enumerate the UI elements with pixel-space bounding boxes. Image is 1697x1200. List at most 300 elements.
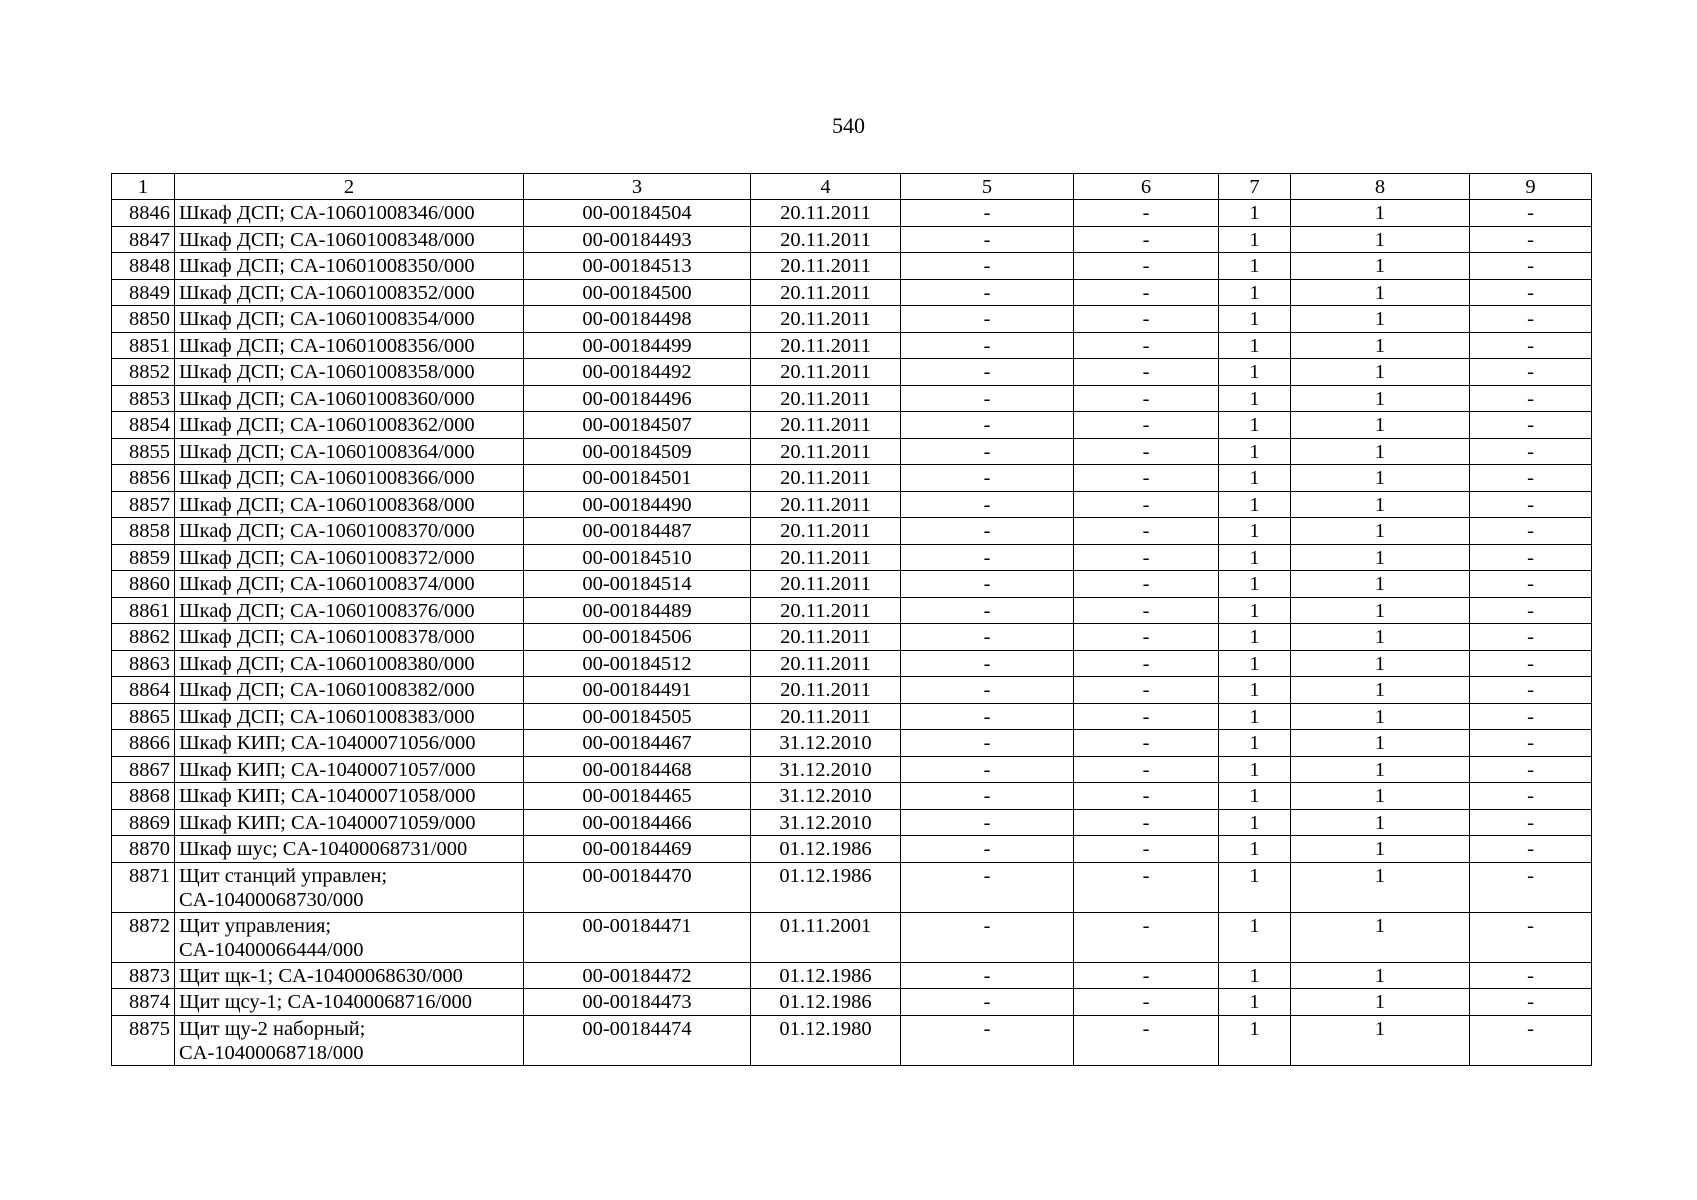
item-name-cell: [175, 359, 524, 386]
item-name-line: Шкаф ДСП; CA-10601008356/000: [179, 334, 475, 357]
table-row: [112, 836, 1592, 863]
item-name-line: Шкаф ДСП; CA-10601008374/000: [179, 573, 475, 595]
inventory-code-cell: 00-00184474: [524, 1015, 751, 1065]
column-5-cell: -: [901, 279, 1074, 306]
date-cell: 20.11.2011: [751, 306, 901, 333]
item-name-cell: [175, 862, 524, 912]
date-cell: 31.12.2010: [751, 756, 901, 783]
row-number-cell: 8868: [112, 783, 175, 810]
inventory-code-cell: 00-00184466: [524, 809, 751, 836]
date-cell: 20.11.2011: [751, 253, 901, 280]
row-number-cell: 8848: [112, 253, 175, 280]
column-9-cell: -: [1470, 412, 1592, 439]
column-9-cell: -: [1470, 465, 1592, 492]
item-name-cell: [175, 809, 524, 836]
column-9-cell: -: [1470, 491, 1592, 518]
row-number-cell: 8872: [112, 912, 175, 962]
column-9-cell: -: [1470, 518, 1592, 545]
table-row: [112, 253, 1592, 280]
column-9-cell: -: [1470, 650, 1592, 677]
column-5-cell: -: [901, 809, 1074, 836]
column-6-cell: -: [1074, 912, 1219, 962]
item-name-cell: [175, 544, 524, 571]
table-row: [112, 465, 1592, 492]
column-5-cell: -: [901, 597, 1074, 624]
column-header: 9: [1470, 174, 1592, 200]
column-header: 2: [175, 174, 524, 200]
column-8-cell: 1: [1291, 809, 1470, 836]
column-9-cell: -: [1470, 862, 1592, 912]
table-row: [112, 332, 1592, 359]
column-7-cell: 1: [1219, 438, 1291, 465]
item-name-line: CA-10400066444/000: [179, 938, 364, 961]
date-cell: 20.11.2011: [751, 332, 901, 359]
item-name-cell: [175, 783, 524, 810]
column-9-cell: -: [1470, 359, 1592, 386]
column-8-cell: 1: [1291, 624, 1470, 651]
item-name-line: Щит щсу-1; CA-10400068716/000: [179, 991, 472, 1013]
item-name-line: CA-10400068730/000: [179, 888, 364, 911]
inventory-code-cell: 00-00184505: [524, 703, 751, 730]
item-name-line: Шкаф КИП; CA-10400071059/000: [179, 811, 476, 834]
column-6-cell: -: [1074, 253, 1219, 280]
item-name-line: Шкаф ДСП; CA-10601008372/000: [179, 546, 475, 569]
item-name-line: Шкаф ДСП; CA-10601008352/000: [179, 281, 475, 304]
inventory-code-cell: 00-00184500: [524, 279, 751, 306]
date-cell: 20.11.2011: [751, 491, 901, 518]
row-number-cell: 8857: [112, 491, 175, 518]
column-5-cell: -: [901, 226, 1074, 253]
table-row: [112, 412, 1592, 439]
inventory-code-cell: 00-00184509: [524, 438, 751, 465]
row-number-cell: 8873: [112, 962, 175, 989]
inventory-code-cell: 00-00184489: [524, 597, 751, 624]
date-cell: 01.12.1986: [751, 989, 901, 1016]
column-7-cell: 1: [1219, 491, 1291, 518]
item-name-line: Шкаф ДСП; CA-10601008364/000: [179, 440, 475, 463]
table-row: [112, 756, 1592, 783]
column-9-cell: -: [1470, 730, 1592, 757]
column-8-cell: 1: [1291, 306, 1470, 333]
inventory-code-cell: 00-00184472: [524, 962, 751, 989]
row-number-cell: 8850: [112, 306, 175, 333]
column-6-cell: -: [1074, 465, 1219, 492]
column-7-cell: 1: [1219, 989, 1291, 1016]
column-6-cell: -: [1074, 650, 1219, 677]
column-5-cell: -: [901, 359, 1074, 386]
inventory-code-cell: 00-00184492: [524, 359, 751, 386]
date-cell: 20.11.2011: [751, 412, 901, 439]
table-row: [112, 200, 1592, 227]
item-name-cell: [175, 677, 524, 704]
column-5-cell: -: [901, 730, 1074, 757]
item-name-cell: [175, 912, 524, 962]
item-name-line: Шкаф ДСП; CA-10601008382/000: [179, 679, 475, 701]
page-number: 540: [832, 113, 865, 138]
column-6-cell: -: [1074, 544, 1219, 571]
row-number-cell: 8865: [112, 703, 175, 730]
column-9-cell: -: [1470, 703, 1592, 730]
column-8-cell: 1: [1291, 756, 1470, 783]
row-number-cell: 8861: [112, 597, 175, 624]
date-cell: 20.11.2011: [751, 518, 901, 545]
column-6-cell: -: [1074, 809, 1219, 836]
table-row: [112, 306, 1592, 333]
item-name-cell: [175, 1015, 524, 1065]
item-name-cell: [175, 518, 524, 545]
table-row: [112, 518, 1592, 545]
table-row: [112, 703, 1592, 730]
date-cell: 20.11.2011: [751, 200, 901, 227]
date-cell: 20.11.2011: [751, 385, 901, 412]
table-row: [112, 650, 1592, 677]
column-7-cell: 1: [1219, 200, 1291, 227]
column-6-cell: -: [1074, 279, 1219, 306]
column-6-cell: -: [1074, 677, 1219, 704]
date-cell: 20.11.2011: [751, 226, 901, 253]
inventory-code-cell: 00-00184501: [524, 465, 751, 492]
column-9-cell: -: [1470, 989, 1592, 1016]
item-name-line: Щит щу-2 наборный;: [179, 1017, 366, 1040]
inventory-code-cell: 00-00184498: [524, 306, 751, 333]
table-row: [112, 544, 1592, 571]
column-9-cell: -: [1470, 836, 1592, 863]
inventory-code-cell: 00-00184470: [524, 862, 751, 912]
column-7-cell: 1: [1219, 597, 1291, 624]
column-8-cell: 1: [1291, 226, 1470, 253]
inventory-code-cell: 00-00184490: [524, 491, 751, 518]
column-9-cell: -: [1470, 962, 1592, 989]
column-8-cell: 1: [1291, 544, 1470, 571]
inventory-code-cell: 00-00184513: [524, 253, 751, 280]
date-cell: 31.12.2010: [751, 809, 901, 836]
column-8-cell: 1: [1291, 200, 1470, 227]
item-name-cell: [175, 200, 524, 227]
date-cell: 31.12.2010: [751, 783, 901, 810]
item-name-cell: [175, 703, 524, 730]
column-5-cell: -: [901, 989, 1074, 1016]
date-cell: 20.11.2011: [751, 703, 901, 730]
column-7-cell: 1: [1219, 279, 1291, 306]
column-5-cell: -: [901, 412, 1074, 439]
column-8-cell: 1: [1291, 438, 1470, 465]
column-9-cell: -: [1470, 253, 1592, 280]
column-header: 1: [112, 174, 175, 200]
table-row: [112, 597, 1592, 624]
table-row: [112, 438, 1592, 465]
item-name-cell: [175, 756, 524, 783]
column-8-cell: 1: [1291, 412, 1470, 439]
column-6-cell: -: [1074, 703, 1219, 730]
date-cell: 20.11.2011: [751, 650, 901, 677]
column-5-cell: -: [901, 703, 1074, 730]
column-8-cell: 1: [1291, 597, 1470, 624]
item-name-cell: [175, 465, 524, 492]
column-9-cell: -: [1470, 332, 1592, 359]
item-name-cell: [175, 624, 524, 651]
column-6-cell: -: [1074, 438, 1219, 465]
column-6-cell: -: [1074, 862, 1219, 912]
column-6-cell: -: [1074, 491, 1219, 518]
date-cell: 31.12.2010: [751, 730, 901, 757]
date-cell: 20.11.2011: [751, 597, 901, 624]
column-6-cell: -: [1074, 836, 1219, 863]
table-row: [112, 624, 1592, 651]
column-9-cell: -: [1470, 306, 1592, 333]
column-header: 3: [524, 174, 751, 200]
column-5-cell: -: [901, 836, 1074, 863]
item-name-line: Шкаф ДСП; CA-10601008366/000: [179, 467, 475, 489]
column-8-cell: 1: [1291, 332, 1470, 359]
inventory-code-cell: 00-00184506: [524, 624, 751, 651]
table-row: [112, 809, 1592, 836]
column-5-cell: -: [901, 332, 1074, 359]
column-8-cell: 1: [1291, 279, 1470, 306]
date-cell: 01.11.2001: [751, 912, 901, 962]
item-name-line: Щит управления;: [179, 914, 332, 937]
table-row: [112, 226, 1592, 253]
item-name-line: Шкаф ДСП; CA-10601008354/000: [179, 308, 475, 330]
inventory-code-cell: 00-00184469: [524, 836, 751, 863]
column-5-cell: -: [901, 200, 1074, 227]
date-cell: 20.11.2011: [751, 624, 901, 651]
column-9-cell: -: [1470, 809, 1592, 836]
inventory-code-cell: 00-00184499: [524, 332, 751, 359]
column-7-cell: 1: [1219, 332, 1291, 359]
column-6-cell: -: [1074, 200, 1219, 227]
column-5-cell: -: [901, 862, 1074, 912]
column-5-cell: -: [901, 253, 1074, 280]
column-6-cell: -: [1074, 518, 1219, 545]
inventory-code-cell: 00-00184510: [524, 544, 751, 571]
column-7-cell: 1: [1219, 1015, 1291, 1065]
item-name-cell: [175, 491, 524, 518]
column-8-cell: 1: [1291, 730, 1470, 757]
row-number-cell: 8855: [112, 438, 175, 465]
inventory-code-cell: 00-00184496: [524, 385, 751, 412]
item-name-cell: [175, 279, 524, 306]
table-row: [112, 912, 1592, 962]
item-name-line: Шкаф ДСП; CA-10601008350/000: [179, 255, 475, 277]
row-number-cell: 8854: [112, 412, 175, 439]
column-8-cell: 1: [1291, 1015, 1470, 1065]
inventory-code-cell: 00-00184465: [524, 783, 751, 810]
inventory-code-cell: 00-00184512: [524, 650, 751, 677]
column-9-cell: -: [1470, 624, 1592, 651]
row-number-cell: 8875: [112, 1015, 175, 1065]
column-8-cell: 1: [1291, 703, 1470, 730]
column-7-cell: 1: [1219, 912, 1291, 962]
table-row: [112, 677, 1592, 704]
table-row: [112, 989, 1592, 1016]
row-number-cell: 8856: [112, 465, 175, 492]
column-6-cell: -: [1074, 359, 1219, 386]
column-8-cell: 1: [1291, 253, 1470, 280]
inventory-code-cell: 00-00184487: [524, 518, 751, 545]
item-name-cell: [175, 962, 524, 989]
column-8-cell: 1: [1291, 359, 1470, 386]
item-name-cell: [175, 730, 524, 757]
inventory-code-cell: 00-00184507: [524, 412, 751, 439]
column-7-cell: 1: [1219, 624, 1291, 651]
table-row: [112, 385, 1592, 412]
item-name-line: Шкаф ДСП; CA-10601008360/000: [179, 387, 475, 410]
item-name-line: Шкаф ДСП; CA-10601008368/000: [179, 493, 475, 516]
column-7-cell: 1: [1219, 253, 1291, 280]
column-header: 6: [1074, 174, 1219, 200]
inventory-code-cell: 00-00184471: [524, 912, 751, 962]
item-name-line: Шкаф КИП; CA-10400071056/000: [179, 732, 476, 754]
column-7-cell: 1: [1219, 730, 1291, 757]
column-7-cell: 1: [1219, 862, 1291, 912]
row-number-cell: 8871: [112, 862, 175, 912]
item-name-line: Шкаф ДСП; CA-10601008378/000: [179, 626, 475, 648]
item-name-line: Шкаф КИП; CA-10400071058/000: [179, 785, 476, 807]
item-name-cell: [175, 253, 524, 280]
column-5-cell: -: [901, 624, 1074, 651]
row-number-cell: 8864: [112, 677, 175, 704]
row-number-cell: 8846: [112, 200, 175, 227]
column-9-cell: -: [1470, 597, 1592, 624]
row-number-cell: 8870: [112, 836, 175, 863]
inventory-code-cell: 00-00184514: [524, 571, 751, 598]
item-name-line: Шкаф ДСП; CA-10601008362/000: [179, 414, 475, 436]
row-number-cell: 8851: [112, 332, 175, 359]
column-header: 5: [901, 174, 1074, 200]
column-9-cell: -: [1470, 544, 1592, 571]
column-7-cell: 1: [1219, 544, 1291, 571]
date-cell: 01.12.1986: [751, 862, 901, 912]
row-number-cell: 8863: [112, 650, 175, 677]
column-7-cell: 1: [1219, 836, 1291, 863]
column-8-cell: 1: [1291, 862, 1470, 912]
column-9-cell: -: [1470, 677, 1592, 704]
column-6-cell: -: [1074, 962, 1219, 989]
column-5-cell: -: [901, 385, 1074, 412]
date-cell: 20.11.2011: [751, 438, 901, 465]
date-cell: 20.11.2011: [751, 279, 901, 306]
column-5-cell: -: [901, 650, 1074, 677]
item-name-cell: [175, 438, 524, 465]
column-8-cell: 1: [1291, 962, 1470, 989]
column-5-cell: -: [901, 783, 1074, 810]
column-7-cell: 1: [1219, 518, 1291, 545]
column-6-cell: -: [1074, 571, 1219, 598]
item-name-line: Шкаф ДСП; CA-10601008376/000: [179, 599, 475, 622]
column-6-cell: -: [1074, 730, 1219, 757]
item-name-cell: [175, 836, 524, 863]
item-name-line: Шкаф ДСП; CA-10601008348/000: [179, 228, 475, 251]
column-8-cell: 1: [1291, 571, 1470, 598]
item-name-line: Шкаф ДСП; CA-10601008358/000: [179, 361, 475, 383]
column-6-cell: -: [1074, 1015, 1219, 1065]
column-6-cell: -: [1074, 412, 1219, 439]
date-cell: 01.12.1986: [751, 836, 901, 863]
column-header: 4: [751, 174, 901, 200]
row-number-cell: 8866: [112, 730, 175, 757]
table-row: [112, 862, 1592, 912]
column-5-cell: -: [901, 438, 1074, 465]
column-6-cell: -: [1074, 989, 1219, 1016]
column-9-cell: -: [1470, 783, 1592, 810]
column-8-cell: 1: [1291, 385, 1470, 412]
table-row: [112, 783, 1592, 810]
row-number-cell: 8853: [112, 385, 175, 412]
column-header: 7: [1219, 174, 1291, 200]
column-5-cell: -: [901, 544, 1074, 571]
column-8-cell: 1: [1291, 491, 1470, 518]
inventory-table: [111, 173, 1592, 1066]
column-5-cell: -: [901, 518, 1074, 545]
column-7-cell: 1: [1219, 783, 1291, 810]
column-9-cell: -: [1470, 279, 1592, 306]
column-9-cell: -: [1470, 1015, 1592, 1065]
date-cell: 01.12.1980: [751, 1015, 901, 1065]
column-7-cell: 1: [1219, 703, 1291, 730]
column-6-cell: -: [1074, 624, 1219, 651]
column-8-cell: 1: [1291, 912, 1470, 962]
column-8-cell: 1: [1291, 518, 1470, 545]
date-cell: 20.11.2011: [751, 544, 901, 571]
column-5-cell: -: [901, 677, 1074, 704]
column-7-cell: 1: [1219, 571, 1291, 598]
column-8-cell: 1: [1291, 836, 1470, 863]
item-name-line: Шкаф ДСП; CA-10601008346/000: [179, 202, 475, 224]
column-5-cell: -: [901, 1015, 1074, 1065]
date-cell: 20.11.2011: [751, 571, 901, 598]
inventory-code-cell: 00-00184504: [524, 200, 751, 227]
item-name-line: Шкаф ДСП; CA-10601008370/000: [179, 520, 475, 542]
item-name-cell: [175, 226, 524, 253]
column-6-cell: -: [1074, 756, 1219, 783]
table-row: [112, 279, 1592, 306]
column-9-cell: -: [1470, 912, 1592, 962]
item-name-cell: [175, 412, 524, 439]
column-7-cell: 1: [1219, 962, 1291, 989]
header-row: [112, 174, 1592, 200]
column-6-cell: -: [1074, 226, 1219, 253]
column-7-cell: 1: [1219, 226, 1291, 253]
row-number-cell: 8847: [112, 226, 175, 253]
inventory-code-cell: 00-00184493: [524, 226, 751, 253]
table-row: [112, 571, 1592, 598]
column-8-cell: 1: [1291, 650, 1470, 677]
column-9-cell: -: [1470, 385, 1592, 412]
column-7-cell: 1: [1219, 465, 1291, 492]
column-7-cell: 1: [1219, 359, 1291, 386]
item-name-line: Щит станций управлен;: [179, 864, 388, 887]
table-row: [112, 359, 1592, 386]
column-5-cell: -: [901, 756, 1074, 783]
item-name-cell: [175, 650, 524, 677]
column-header: 8: [1291, 174, 1470, 200]
date-cell: 20.11.2011: [751, 465, 901, 492]
item-name-cell: [175, 385, 524, 412]
item-name-line: Шкаф шус; CA-10400068731/000: [179, 838, 468, 860]
table-row: [112, 962, 1592, 989]
column-6-cell: -: [1074, 385, 1219, 412]
row-number-cell: 8852: [112, 359, 175, 386]
column-5-cell: -: [901, 306, 1074, 333]
column-8-cell: 1: [1291, 783, 1470, 810]
row-number-cell: 8859: [112, 544, 175, 571]
row-number-cell: 8869: [112, 809, 175, 836]
column-9-cell: -: [1470, 438, 1592, 465]
column-7-cell: 1: [1219, 756, 1291, 783]
column-5-cell: -: [901, 571, 1074, 598]
column-7-cell: 1: [1219, 412, 1291, 439]
column-5-cell: -: [901, 465, 1074, 492]
